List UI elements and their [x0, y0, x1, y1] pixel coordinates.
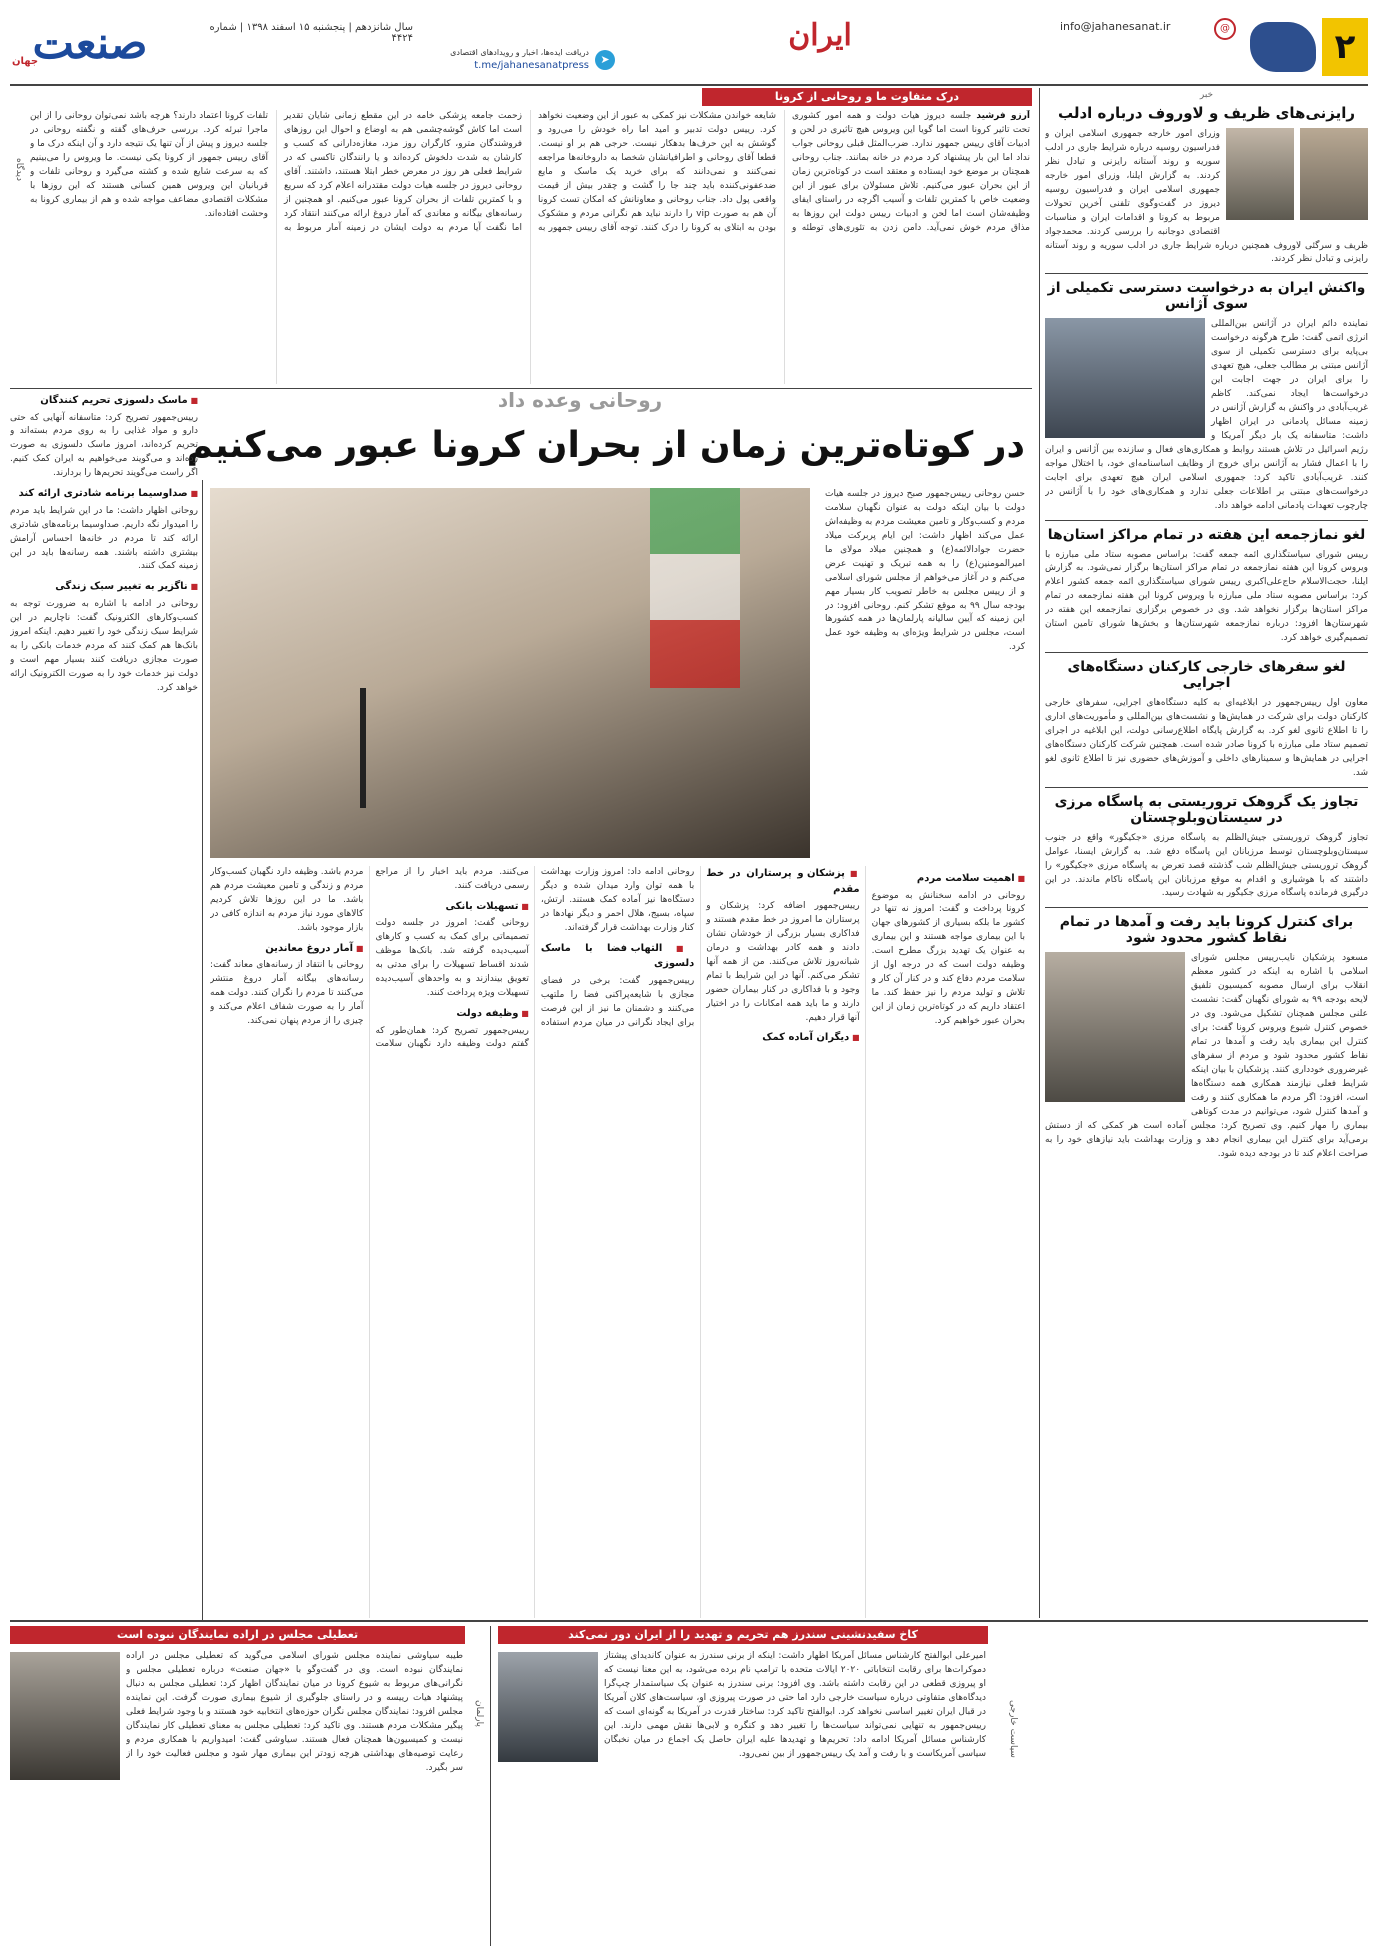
page-number: ۲	[1334, 27, 1356, 67]
section-title: ■ اهمیت سلامت مردم	[872, 871, 1025, 887]
story-title: برای کنترل کرونا باید رفت و آمدها در تمام نقاط کشور محدود شود	[1059, 914, 1354, 947]
bottom-mid-label: سیاست خارجی	[1008, 1700, 1018, 1758]
lavrov-photo	[1300, 128, 1368, 220]
divider	[1045, 787, 1368, 788]
commentary-byline: آرزو فرشید	[976, 111, 1030, 121]
story-friday-prayer	[1045, 527, 1368, 647]
story-zarif-lavrov	[1045, 104, 1368, 267]
section-body: رییس‌جمهور تصریح کرد: همان‌طور که گفتم دولت وظیفه دارد نگهبان سلامت مردم باشد. وظیفه دارد نگهبان کسب‌وکار مردم و زندگی و تامین معیشت مردم هم باشد. ما در این روزها تلاش کردیم کالاهای مورد نیاز مردم به اندازه کافی در بازار موجود باشد.	[210, 867, 529, 1050]
story-iaea	[1045, 280, 1368, 513]
right-column	[1045, 88, 1368, 1618]
section-body: روحانی در ادامه سخنانش به موضوع کرونا پرداخت و گفت: امروز نه تنها در کشور ما بلکه بسیاری از کشورهای جهان با این بیماری مواجه هستند و این بیماری به عنوان یک تهدید بزرگ مطرح است. وظیفه دولت است که در درجه اول از سلامت مردم دفاع کند و در کنار آن کار و تلاش و تولید مردم را نیز حفظ کند. ما اعتقاد داریم که در کوتاه‌ترین زمان از این بحران عبور خواهیم کرد.	[871, 890, 1025, 1026]
section-title: ■ پزشکان و پرستاران در خط مقدم	[706, 866, 859, 897]
story-title: لغو نمازجمعه این هفته در تمام مراکز استان‌ها	[1047, 526, 1366, 543]
bottom-divider	[490, 1626, 491, 1946]
story-title: لغو سفرهای خارجی کارکنان دستگاه‌های اجرایی	[1067, 659, 1346, 692]
right-column-rule	[1039, 88, 1040, 1618]
story-body: معاون اول رییس‌جمهور در ابلاغیه‌ای به کلیه دستگاه‌های اجرایی، سفرهای خارجی کارکنان دولت برای شرکت در همایش‌ها و نشست‌های بین‌المللی و مأموریت‌های اداری را تا اطلاع ثانوی لغو کرد. به گزارش پایگاه اطلاع‌رسانی دولت، این ابلاغیه در اجرای تصمیم ستاد ملی مبارزه با کرونا صادر شده است. همچنین شرکت کارکنان دستگاه‌های اجرایی در همایش‌ها و سمینارهای داخلی و آموزش‌های حضوری نیز تا اطلاع ثانوی لغو شد.	[1045, 698, 1368, 778]
siavoshi-photo	[10, 1652, 120, 1780]
section-body: روحانی اظهار داشت: ما در این شرایط باید مردم را امیدوار نگه داریم. صداوسیما برنامه‌های شادتری ارائه کند تا مردم در خانه‌ها احساس آرامش بیشتری داشته باشند. همه رسانه‌ها باید در این زمینه کمک کنند.	[10, 505, 198, 572]
section-body: رییس‌جمهور اضافه کرد: پزشکان و پرستاران ما امروز در خط مقدم هستند و فداکاری بسیار بزرگی از خودشان نشان دادند و همه کادر بهداشت و درمان شبانه‌روز تلاش می‌کنند. من از همه آنها تشکر می‌کنم. آنها در این شرایط با تمام وجود و با فداکاری در کنار بیماران حضور دارند و ما باید همه امکانات را در اختیار آنها قرار دهیم.	[706, 901, 860, 1023]
left-column-text	[10, 393, 198, 695]
story-body: امیرعلی ابوالفتح کارشناس مسائل آمریکا اظهار داشت: اینکه از برنی سندرز به عنوان کاندیدای پیشتاز دموکرات‌ها برای رقابت انتخاباتی ۲۰۲۰ ایالات متحده با ترامپ نام برده می‌شود، به این معنا نیست که او پیروزی قطعی در این رقابت داشته باشد. وی افزود: برنی سندرز به عنوان یک سیاستمدار چپ‌گرا دیدگاه‌های متفاوتی درباره سیاست خارجی دارد اما حتی در صورت پیروزی او، سیاست‌های کلان آمریکا در قبال ایران تغییر اساسی نخواهد کرد. ابوالفتح تاکید کرد: ساختار قدرت در آمریکا به گونه‌ای است که رییس‌جمهور به تنهایی نمی‌تواند سیاست‌ها را تغییر دهد و کنگره و لابی‌ها نقش مهمی دارند. این کارشناس مسائل آمریکا ادامه داد: تحریم‌ها و تهدیدها علیه ایران حاصل یک اجماع در میان نخبگان سیاسی آمریکاست و با رفت و آمد یک رییس‌جمهور از بین نمی‌رود.	[604, 1651, 986, 1759]
commentary-section	[10, 88, 1032, 386]
section-body: روحانی با انتقاد از رسانه‌های معاند گفت: رسانه‌های بیگانه آمار دروغ منتشر می‌کنند تا مردم را نگران کنند. دولت همه آمار را به صورت شفاف اعلام می‌کند و چیزی را از مردم پنهان نمی‌کند.	[210, 960, 364, 1026]
logo	[10, 14, 180, 74]
bottom-left-label: پارلمان	[474, 1700, 484, 1727]
side-label: دیدگاه	[14, 158, 24, 181]
bottom-section-rule	[10, 1620, 1368, 1622]
section-body: رییس‌جمهور تصریح کرد: متاسفانه آنهایی که حتی دارو و مواد غذایی را به روی مردم بسته‌اند و تحریم کرده‌اند، امروز ماسک دلسوزی به صورت زده‌اند و می‌گویند می‌خواهیم به ایران کمک کنیم. اگر راست می‌گویند تحریم‌ها را بردارند.	[10, 412, 198, 479]
page-number-box	[1322, 18, 1368, 76]
bottom-left-story	[10, 1626, 465, 1946]
section-body: روحانی در ادامه با اشاره به ضرورت توجه به کسب‌وکارهای الکترونیک گفت: ناچاریم در این شرایط سبک زندگی خود را تغییر دهیم. اینکه امروز بانک‌ها هم کمک کنند که مردم خدمات بانکی را به صورت مجازی دریافت کنند بسیار مهم است و دولت نیز خدمات خود را به صورت الکترونیک ارائه خواهد کرد.	[10, 598, 198, 693]
story-body: رییس شورای سیاستگذاری ائمه جمعه گفت: براساس مصوبه ستاد ملی مبارزه با ویروس کرونا این هفته نمازجمعه در تمام مراکز استان‌ها برگزار نمی‌شود. به گزارش ایلنا، حجت‌الاسلام حاج‌علی‌اکبری رییس شورای سیاستگذاری ائمه جمعه کشور اعلام کرد: براساس مصوبه ستاد ملی مبارزه با ویروس کرونا این هفته نمازجمعه در تمام مراکز استان‌ها برگزار نخواهد شد. وی در خصوص برگزاری نمازجمعه این هفته در شهرستان‌ها افزود: درباره نمازجمعه شهرستان‌ها و بخش‌ها شورای تامین استان تصمیم‌گیری خواهد کرد.	[1045, 549, 1368, 644]
section-title: ■ وظیفه دولت	[375, 1006, 528, 1022]
section-title: ■ آمار دروغ معاندین	[210, 941, 363, 957]
divider	[1045, 273, 1368, 274]
story-border-attack	[1045, 794, 1368, 902]
section-title: ■ ماسک دلسوزی تحریم کنندگان	[10, 393, 198, 409]
logo-small-text: جهان	[11, 56, 39, 67]
abolfath-photo	[498, 1652, 598, 1762]
gharibabadi-photo	[1045, 318, 1205, 438]
story-body: طیبه سیاوشی نماینده مجلس شورای اسلامی می‌گوید که تعطیلی مجلس در اراده نمایندگان نبوده است. وی در گفت‌وگو با «جهان صنعت» درباره تعطیلی مجلس و نگرانی‌های مربوط به شیوع کرونا در میان نمایندگان اظهار کرد: تعطیلی مجلس به دنبال پیشنهاد هیات رییسه و در راستای جلوگیری از شیوع بیماری صورت گرفت. این نماینده مجلس افزود: نمایندگان مجلس نگران حوزه‌های انتخابیه خود هستند و با وجود شرایط فعلی پیگیر مشکلات مردم هستند. وی تاکید کرد: تعطیلی مجلس به معنای تعطیلی کار نمایندگان نیست و کمیسیون‌ها همچنان فعال هستند. سیاوشی گفت: امیدواریم با همکاری مردم و رعایت توصیه‌های بهداشتی هرچه زودتر این بیماری مهار شود و مجلس فعالیت خود را از سر بگیرد.	[126, 1651, 463, 1773]
section-body: روحانی ادامه داد: امروز وزارت بهداشت با همه توان وارد میدان شده و دیگر دستگاه‌ها نیز آماده کمک هستند. ارتش، سپاه، بسیج، هلال احمر و دیگر نهادها در کنار وزارت بهداشت قرار گرفته‌اند.	[540, 867, 695, 933]
main-story-lead	[825, 488, 1025, 858]
pezeshkian-photo	[1045, 952, 1185, 1102]
rouhani-photo	[210, 488, 810, 858]
column-kicker: خبر	[1199, 90, 1214, 100]
story-title-bar	[10, 1626, 465, 1644]
story-foreign-trips	[1045, 659, 1368, 781]
email-icon: @	[1214, 18, 1236, 40]
story-body: نماینده دائم ایران در آژانس بین‌المللی انرژی اتمی گفت: طرح هرگونه درخواست بی‌پایه برای دسترسی تکمیلی از سوی آژانس مبتنی بر مطالب جعلی، هیچ تعهدی را برای ایران در جهت اجابت این درخواست‌ها ایجاد نمی‌کند. کاظم غریب‌آبادی در واکنش به گزارش آژانس در زمینه مسائل پادمانی در ایران اظهار داشت: متاسفانه یک بار دیگر آمریکا و رژیم اسرائیل در تلاش هستند روابط و همکاری‌های فعال و سازنده بین آژانس و ایران را با اعمال فشار به آژانس برای خروج از وظایف اساسنامه‌ای خود، با اختلال مواجه کنند. غریب‌آبادی تاکید کرد: جمهوری اسلامی ایران هیچ تعهدی برای اجابت درخواست‌های مبتنی بر اطلاعات جعلی ندارد و همکاری‌های خود را با آژانس در چارچوب تعهدات پادمانی ادامه خواهد داد.	[1045, 319, 1368, 511]
story-title: کاخ سفیدنشینی سندرز هم تحریم و تهدید را از ایران دور نمی‌کند	[568, 1628, 918, 1641]
section-title: ■ ناگزیر به تغییر سبک زندگی	[10, 579, 198, 595]
main-story-body	[210, 866, 1025, 1618]
story-pezeshkian	[1045, 914, 1368, 1161]
email-text[interactable]: info@jahanesanat.ir	[1060, 20, 1171, 33]
page-header	[0, 0, 1378, 84]
telegram-box[interactable]	[430, 48, 615, 74]
commentary-body	[30, 110, 1030, 384]
iran-flag	[650, 488, 740, 688]
story-title: تعطیلی مجلس در اراده نمایندگان نبوده است	[116, 1628, 359, 1641]
story-title: تجاوز یک گروهک تروریستی به پاسگاه مرزی در سیستان‌وبلوچستان	[1054, 793, 1359, 826]
divider	[1045, 652, 1368, 653]
zarif-photo	[1226, 128, 1294, 220]
commentary-title: درک متفاوت ما و روحانی از کرونا	[774, 90, 960, 103]
main-story-headline: در کوتاه‌ترین زمان از بحران کرونا عبور می‌کنیم	[186, 425, 1025, 466]
section-title: ■ دیگران آماده کمک	[706, 1030, 859, 1046]
story-title-bar	[498, 1626, 988, 1644]
section-title: ایران	[788, 18, 852, 53]
story-body: مسعود پزشکیان نایب‌رییس مجلس شورای اسلامی با اشاره به اینکه در کشور معظم انقلاب برای ارسال مصوبه کمیسیون تلفیق لایحه بودجه ۹۹ به شورای نگهبان گفت: نشست علنی مجلس همچنان تشکیل می‌شود. وی در خصوص کنترل شیوع ویروس کرونا گفت: برای کنترل این بیماری باید رفت و آمدها در تمام نقاط کشور محدود شود و مردم از سفرهای غیرضروری خودداری کنند. پزشکیان با بیان اینکه شرایط فعلی نیازمند همکاری همه دستگاه‌ها است، افزود: اگر مردم ما همکاری کنند و رفت و آمدها کنترل شود، می‌توانیم در مدت کوتاهی بیماری را مهار کنیم. وی تصریح کرد: مجلس آماده است هر کمکی که از دستش برمی‌آید برای کنترل این بیماری انجام دهد و وزارت بهداشت باید نیازهای خود را به صراحت اعلام کند تا در بودجه دیده شود.	[1045, 953, 1368, 1159]
divider	[1045, 907, 1368, 908]
section-title: ■ تسهیلات بانکی	[375, 899, 528, 915]
logo-text: صنعت	[32, 18, 148, 69]
divider	[1045, 520, 1368, 521]
commentary-text: جلسه دیروز هیات دولت و همه امور کشوری تحت تاثیر کرونا است اما گویا این ویروس هیچ تاثیری در لحن و ادبیات آقای رییس جمهور ندارد. ضرب‌المثل قبلی روحانی جواب نداد اما این بار پیشنهاد کرد مردم در خانه بمانند. جناب روحانی همچنان بر موضع خود ایستاده و معتقد است در کوتاه‌ترین زمان از این بحران عبور می‌کنیم. تلاش مسئولان برای عبور از این وضعیت خاص با کمترین تلفات و آسیب اگرچه در راستای ایفای وظیفه‌شان است اما لحن و ادبیات رییس دولت این روزها به مذاق مردم خوش نمی‌آید. دامن زدن به تئوری‌های توطئه و شایعه خواندن مشکلات نیز کمکی به عبور از این وضعیت نخواهد کرد. رییس دولت تدبیر و امید اما راه خودش را می‌رود و گوشش به این حرف‌ها بدهکار نیست. حرجی هم بر او نیست. قطعا آقای روحانی و اطرافیانشان شخصا به داروخانه‌ها مراجعه نمی‌کنند و نمی‌دانند که برای خرید یک ماسک و مایع ضدعفونی‌کننده باید چند جا را گشت و چقدر بیش از قیمت واقعی پول داد. جناب روحانی و معاونانش که امکان تست کرونا آن هم به صورت vip را دارند نباید هم نگرانی مردم و مشکوک بودن به ابتلای به کرونا را درک کنند. توجه آقای رییس جمهور به زحمت جامعه پزشکی خامه در این مقطع زمانی شایان تقدیر است اما کاش گوشه‌چشمی هم به اوضاع و احوال این روزهای فروشندگان مترو، کارگران روز مزد، مغازه‌دارانی که کسب و کارشان به شدت دلخوش کرده‌اند و یا رانندگان تاکسی که در شرایط فعلی هر روز در معرض خطر ابتلا هستند، داشتند. آقای روحانی دیروز در جلسه هیات دولت مقتدرانه اعلام کرد که سریع و با کمترین تلفات از بحران کرونا عبور می‌کنیم. او همچنین از رسانه‌های بیگانه و معاندی که آمار دروغ ارائه می‌کنند انتقاد کرد اما نگفت آیا مردم به دولت ایشان در زمینه آمار مربوط به تلفات کرونا اعتماد دارند؟ هرچه باشد نمی‌توان روحانی را از این ماجرا تبرئه کرد. بررسی حرف‌های گفته و نگفته روحانی در جلسه دیروز و پیش از آن تنها یک نتیجه دارد و آن اینکه درک ما و آقای رییس جمهور از کرونا یکی نیست. ما ویروس را می‌بینیم که به سرعت شایع شده و کشته می‌گیرد و روحانی تلفات و قربانیان این ویروس همین کسانی هستند که این روزها با مشکلات اقتصادی مضاعف مواجه شده و هم از بیماری کرونا به وحشت افتاده‌اند.	[30, 111, 1030, 233]
header-rule	[10, 84, 1368, 86]
main-story-kicker: روحانی وعده داد	[497, 388, 663, 412]
section-body: روحانی گفت: امروز در جلسه دولت تصمیماتی برای کمک به کسب و کارهای آسیب‌دیده گرفته شد. بانک‌ها موظف شدند اقساط تسهیلات را برای مدتی به تعویق بیندازند و به واحدهای آسیب‌دیده تسهیلات ویژه پرداخت کنند.	[375, 918, 529, 999]
telegram-handle[interactable]: t.me/jahanesanatpress	[474, 60, 589, 71]
story-body: تجاوز گروهک تروریستی جیش‌الظلم به پاسگاه مرزی «جکیگور» واقع در جنوب سیستان‌وبلوچستان توسط مرزبانان این پاسگاه دفع شد. به گزارش ایسنا، عوامل گروهک تروریستی جیش‌الظلم شب گذشته قصد تعرض به پاسگاه مرزی «جکیگور» را داشتند که با هوشیاری و اقدام به موقع مرزبانان این پاسگاه ناکام ماندند. در این درگیری فرمانده پاسگاه مرزی جکیگور به شهادت رسید.	[1045, 832, 1368, 899]
microphone-icon	[360, 688, 366, 808]
bottom-mid-story	[498, 1626, 988, 1946]
issue-info: سال شانزدهم | پنجشنبه ۱۵ اسفند ۱۳۹۸ | شماره ۴۴۲۴	[209, 22, 413, 44]
left-column-rule	[202, 480, 203, 1620]
telegram-icon: ➤	[595, 50, 615, 70]
story-title: واکنش ایران به درخواست دسترسی تکمیلی از سوی آژانس	[1047, 280, 1366, 313]
section-title: ■ التهاب فضا با ماسک دلسوزی	[541, 941, 694, 972]
telegram-caption: دریافت ایده‌ها، اخبار و رویدادهای اقتصادی	[450, 48, 589, 57]
section-title: ■ صداوسیما برنامه شادتری ارائه کند	[10, 486, 198, 502]
email-box[interactable]	[1060, 18, 1240, 40]
commentary-title-bar	[702, 88, 1032, 106]
story-title: رایزنی‌های ظریف و لاوروف درباره ادلب	[1057, 104, 1356, 122]
main-story-intro: حسن روحانی رییس‌جمهور صبح دیروز در جلسه هیات دولت با بیان اینکه دولت به عنوان نگهبان سلامت مردم و کسب‌وکار و تامین معیشت مردم به وظیفه‌اش عمل می‌کند اظهار داشت: این ایام پربرکت میلاد حضرت جوادالائمه(ع) و همچنین میلاد مولای ما امیرالمومنین(ع) را به همه تبریک و تهنیت عرض می‌کنم و در آغاز می‌خواهم از مجلس شورای اسلامی و از رییس مجلس به خاطر تصویب کار بسیار مهم بودجه سال ۹۹ به موقع تشکر کنم. روحانی افزود: در این زمینه که آیین سالیانه پارلمان‌ها در همه کشورها است، مجلس در شرایط ویژه‌ای به وظیفه خود عمل کرد.	[825, 489, 1025, 653]
story-body: وزرای امور خارجه جمهوری اسلامی ایران و فدراسیون روسیه درباره شرایط جاری در ادلب سوریه و روند آستانه رایزنی و تبادل نظر کردند. به گزارش ایلنا، وزرای امور خارجه جمهوری اسلامی ایران و فدراسیون روسیه دیروز در گفت‌وگوی تلفنی آخرین تحولات مربوط به کرونا و اقدامات ایران و مناسبات اقتصادی دوجانبه را بررسی کردند. محمدجواد ظریف و سرگئی لاوروف همچنین درباره شرایط جاری در ادلب سوریه و روند آستانه رایزنی و تبادل نظر کردند.	[1045, 129, 1368, 265]
section-body: رییس‌جمهور گفت: برخی در فضای مجازی با شایعه‌پراکنی فضا را ملتهب می‌کنند و دشمنان ما نیز از این فرصت برای ایجاد نگرانی در میان مردم استفاده می‌کنند. مردم باید اخبار را از مراجع رسمی دریافت کنند.	[375, 867, 695, 1028]
left-narrow-column	[10, 388, 198, 1618]
iran-map-icon	[1250, 22, 1316, 72]
